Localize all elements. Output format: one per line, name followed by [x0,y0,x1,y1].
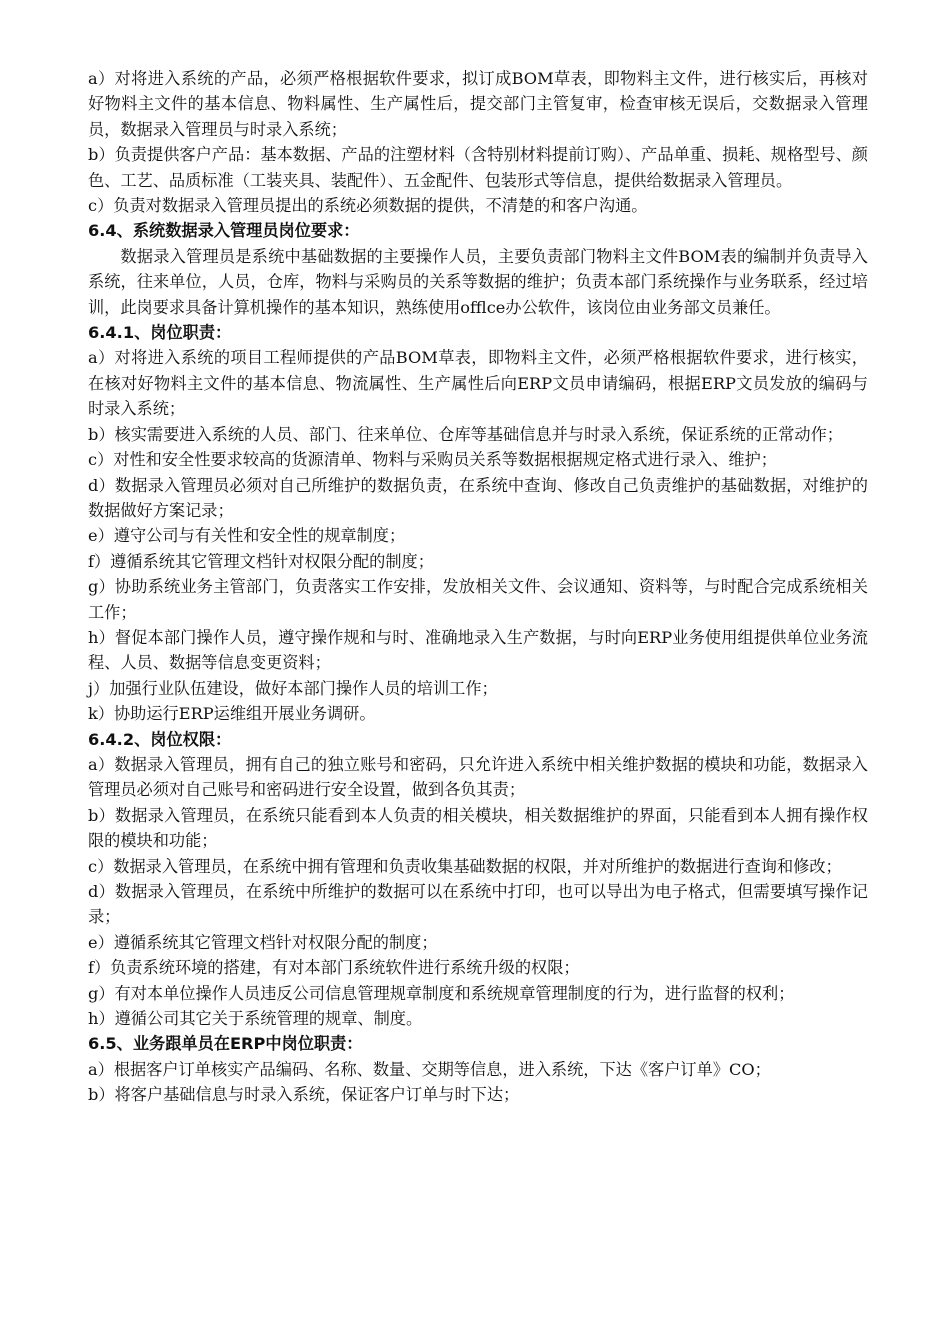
section-heading-6-4: 6.4、系统数据录入管理员岗位要求： [88,221,360,241]
permission-item-h: h）遵循公司其它关于系统管理的规章、制度。 [88,1009,423,1029]
sales-duty-item-b: b）将客户基础信息与时录入系统，保证客户订单与时下达； [88,1085,520,1105]
duty-item-h: h）督促本部门操作人员，遵守操作规和与时、准确地录入生产数据，与时向ERP业务使用组提供单位业务流程、人员、数据等信息变更资料； [88,627,868,673]
permission-item-d: d）数据录入管理员，在系统中所维护的数据可以在系统中打印，也可以导出为电子格式，但需要填写操作记录； [88,882,868,927]
paragraph-role-description: 数据录入管理员是系统中基础数据的主要操作人员，主要负责部门物料主文件BOM表的编制并负责导入系统，往来单位，人员，仓库，物料与采购员的关系等数据的维护；负责本部门系统操作与业务联系，经过培训，此岗要求具备计算机操作的基本知识，熟练使用offlce办公软件，该岗位由业务部文员兼任。 [88,246,868,317]
duty-item-d: d）数据录入管理员必须对自己所维护的数据负责，在系统中查询、修改自己负责维护的基础数据，对维护的数据做好方案记录； [88,475,868,520]
duty-item-k: k）协助运行ERP运维组开展业务调研。 [88,704,376,724]
duty-item-j: j）加强行业队伍建设，做好本部门操作人员的培训工作； [88,678,498,698]
permission-item-a: a）数据录入管理员，拥有自己的独立账号和密码，只允许进入系统中相关维护数据的模块和功能，数据录入管理员必须对自己账号和密码进行安全设置，做到各负其责； [88,754,868,800]
permission-item-e: e）遵循系统其它管理文档针对权限分配的制度； [88,932,438,952]
section-heading-6-5: 6.5、业务跟单员在ERP中岗位职责： [88,1034,363,1054]
duty-item-f: f）遵循系统其它管理文档针对权限分配的制度； [88,551,434,571]
permission-item-b: b）数据录入管理员，在系统只能看到本人负责的相关模块，相关数据维护的界面，只能看到本人拥有操作权限的模块和功能； [88,805,868,851]
duty-item-a: a）对将进入系统的项目工程师提供的产品BOM草表，即物料主文件，必须严格根据软件要求，进行核实，在核对好物料主文件的基本信息、物流属性、生产属性后向ERP文员申请编码，根据ERP文员发放的编码与时录入系统； [88,348,868,419]
paragraph-customer-product: b）负责提供客户产品：基本数据、产品的注塑材料（含特别材料提前订购）、产品单重、损耗、规格型号、颜色、工艺、品质标准（工装夹具、装配件）、五金配件、包装形式等信息，提供给数据录入管理员。 [88,145,868,190]
paragraph-product-bom: a）对将进入系统的产品，必须严格根据软件要求，拟订成BOM草表，即物料主文件，进行核实后，再核对好物料主文件的基本信息、物料属性、生产属性后，提交部门主管复审，检查审核无误后，交数据录入管理员，数据录入管理员与时录入系统； [88,69,868,139]
permission-item-f: f）负责系统环境的搭建，有对本部门系统软件进行系统升级的权限； [88,958,580,978]
section-heading-6-4-2: 6.4.2、岗位权限： [88,729,232,749]
duty-item-g: g）协助系统业务主管部门，负责落实工作安排，发放相关文件、会议通知、资料等，与时配合完成系统相关工作； [88,577,868,622]
duty-item-b: b）核实需要进入系统的人员、部门、往来单位、仓库等基础信息并与时录入系统，保证系统的正常动作； [88,424,843,444]
duty-item-e: e）遵守公司与有关性和安全性的规章制度； [88,526,406,546]
duty-item-c: c）对性和安全性要求较高的货源清单、物料与采购员关系等数据根据规定格式进行录入、维护； [88,450,777,470]
paragraph-data-provision: c）负责对数据录入管理员提出的系统必须数据的提供，不清楚的和客户沟通。 [88,196,648,216]
permission-item-g: g）有对本单位操作人员违反公司信息管理规章制度和系统规章管理制度的行为，进行监督的权利； [88,983,795,1003]
sales-duty-item-a: a）根据客户订单核实产品编码、名称、数量、交期等信息，进入系统，下达《客户订单》CO； [88,1059,771,1079]
section-heading-6-4-1: 6.4.1、岗位职责： [88,323,232,343]
permission-item-c: c）数据录入管理员，在系统中拥有管理和负责收集基础数据的权限，并对所维护的数据进行查询和修改； [88,856,842,876]
